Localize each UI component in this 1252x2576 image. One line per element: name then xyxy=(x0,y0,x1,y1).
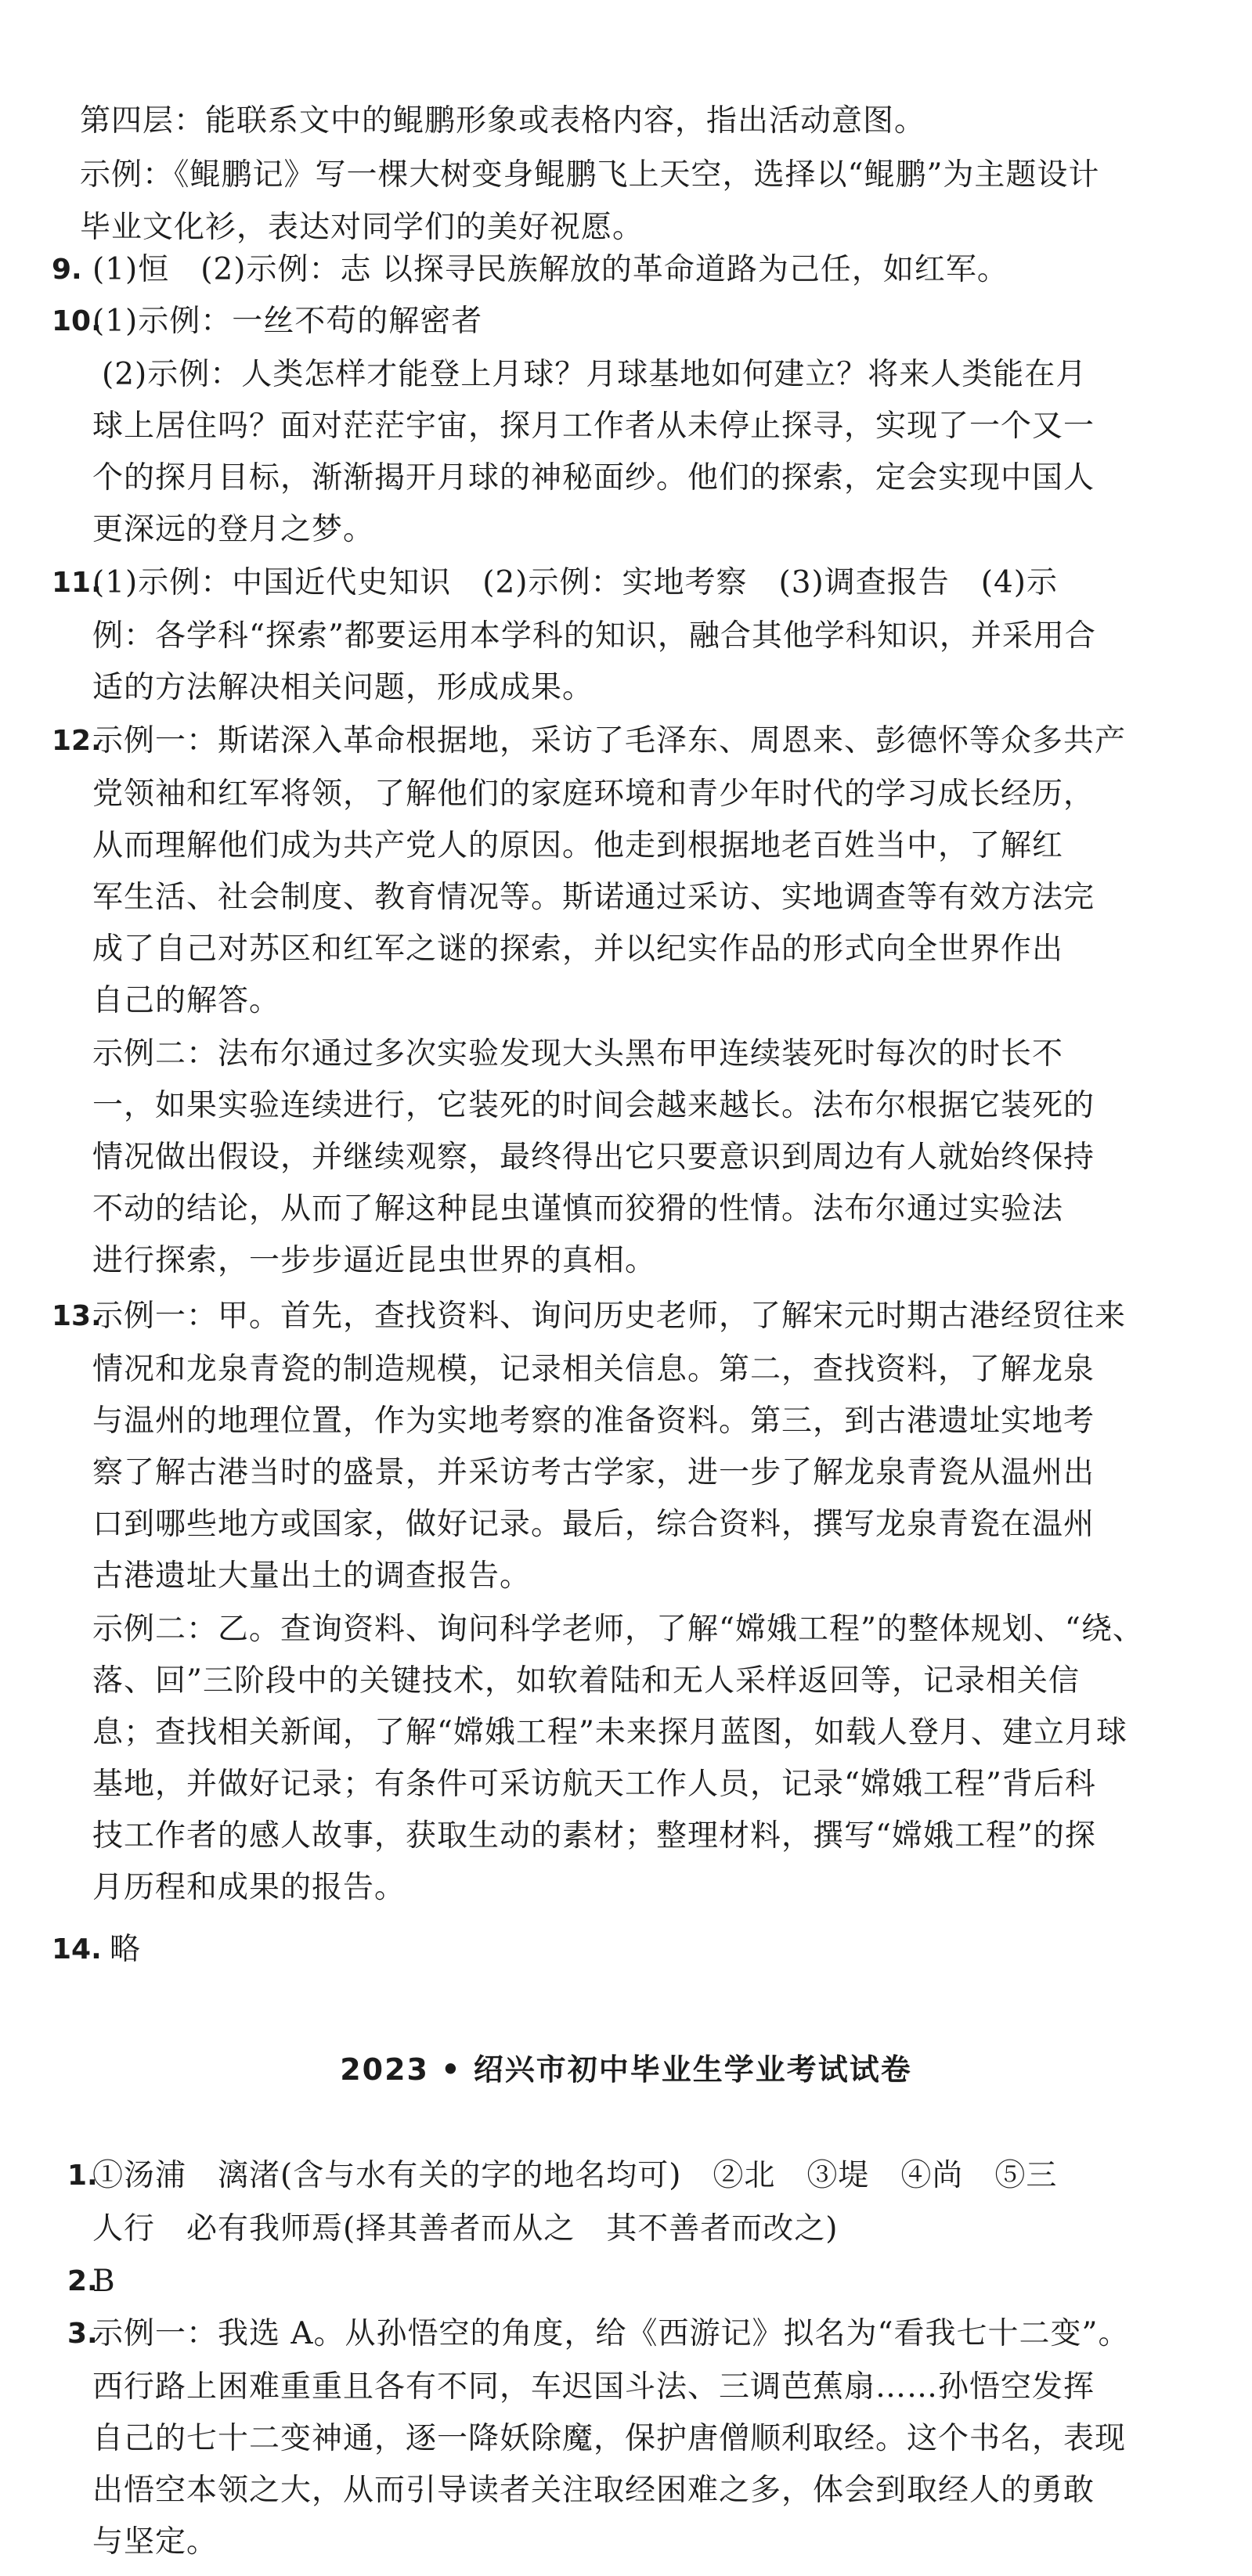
question-number: 11. xyxy=(52,567,102,599)
text-line: 落、回”三阶段中的关键技术，如软着陆和无人采样返回等，记录相关信 xyxy=(92,1663,1080,1699)
text-line: 人行 必有我师焉(择其善者而从之 其不善者而改之) xyxy=(92,2211,839,2246)
text-line: (1)恒 (2)示例：志 以探寻民族解放的革命道路为己任，如红军。 xyxy=(92,252,1008,287)
question-number: 9. xyxy=(52,254,82,286)
text-line: (1)示例：中国近代史知识 (2)示例：实地考察 (3)调查报告 (4)示 xyxy=(92,565,1058,600)
text-line: 古港遗址大量出土的调查报告。 xyxy=(92,1558,532,1594)
question-number: 1. xyxy=(67,2160,98,2192)
text-line: 示例二：乙。查询资料、询问科学老师，了解“嫦娥工程”的整体规划、“绕、 xyxy=(92,1612,1144,1647)
question-number: 3. xyxy=(67,2318,98,2350)
text-line: 情况和龙泉青瓷的制造规模，记录相关信息。第二，查找资料，了解龙泉 xyxy=(92,1352,1095,1387)
text-line: 个的探月目标，渐渐揭开月球的神秘面纱。他们的探索，定会实现中国人 xyxy=(92,460,1095,495)
section-title: 2023 • 绍兴市初中毕业生学业考试试卷 xyxy=(340,2052,912,2087)
text-line: (2)示例：人类怎样才能登上月球？月球基地如何建立？将来人类能在月 xyxy=(102,357,1088,392)
question-number: 2. xyxy=(67,2265,98,2297)
text-line: 毕业文化衫，表达对同学们的美好祝愿。 xyxy=(80,210,644,245)
text-line: 不动的结论，从而了解这种昆虫谨慎而狡猾的性情。法布尔通过实验法 xyxy=(92,1191,1064,1227)
text-line: 党领袖和红军将领，了解他们的家庭环境和青少年时代的学习成长经历， xyxy=(92,776,1095,812)
question-number: 14. xyxy=(52,1933,102,1965)
text-line: 示例二：法布尔通过多次实验发现大头黑布甲连续装死时每次的时长不 xyxy=(92,1036,1064,1072)
text-line: (1)示例：一丝不苟的解密者 xyxy=(92,304,483,339)
text-line: B xyxy=(92,2264,116,2299)
text-line: 进行探索，一步步逼近昆虫世界的真相。 xyxy=(92,1243,657,1278)
text-line: 与坚定。 xyxy=(92,2524,218,2560)
text-line: 更深远的登月之梦。 xyxy=(92,512,375,547)
question-number: 10. xyxy=(52,305,102,337)
text-line: 西行路上困难重重且各有不同，车迟国斗法、三调芭蕉扇……孙悟空发挥 xyxy=(92,2369,1095,2405)
text-line: 口到哪些地方或国家，做好记录。最后，综合资料，撰写龙泉青瓷在温州 xyxy=(92,1507,1095,1542)
text-line: 军生活、社会制度、教育情况等。斯诺通过采访、实地调查等有效方法完 xyxy=(92,880,1095,915)
text-line: 情况做出假设，并继续观察，最终得出它只要意识到周边有人就始终保持 xyxy=(92,1140,1095,1175)
text-line: 略 xyxy=(110,1932,142,1967)
text-line: 成了自己对苏区和红军之谜的探索，并以纪实作品的形式向全世界作出 xyxy=(92,931,1064,967)
text-line: 自己的解答。 xyxy=(92,983,281,1018)
text-line: 球上居住吗？面对茫茫宇宙，探月工作者从未停止探寻，实现了一个又一 xyxy=(92,409,1095,444)
text-line: 出悟空本领之大，从而引导读者关注取经困难之多，体会到取经人的勇敢 xyxy=(92,2473,1095,2508)
question-number: 13. xyxy=(52,1300,102,1332)
text-line: 技工作者的感人故事，获取生动的素材；整理材料，撰写“嫦娥工程”的探 xyxy=(92,1818,1096,1854)
text-line: 自己的七十二变神通，逐一降妖除魔，保护唐僧顺利取经。这个书名，表现 xyxy=(92,2421,1127,2456)
text-line: 察了解古港当时的盛景，并采访考古学家，进一步了解龙泉青瓷从温州出 xyxy=(92,1455,1095,1490)
text-line: 示例一：我选 A。从孙悟空的角度，给《西游记》拟名为“看我七十二变”。 xyxy=(92,2316,1130,2351)
text-line: 一，如果实验连续进行，它装死的时间会越来越长。法布尔根据它装死的 xyxy=(92,1088,1095,1123)
text-line: 第四层：能联系文中的鲲鹏形象或表格内容，指出活动意图。 xyxy=(80,103,926,139)
text-line: 示例：《鲲鹏记》写一棵大树变身鲲鹏飞上天空，选择以“鲲鹏”为主题设计 xyxy=(80,157,1100,193)
text-line: 月历程和成果的报告。 xyxy=(92,1870,406,1905)
text-line: 示例一：甲。首先，查找资料、询问历史老师，了解宋元时期古港经贸往来 xyxy=(92,1299,1127,1334)
text-line: 适的方法解决相关问题，形成成果。 xyxy=(92,670,594,705)
text-line: 从而理解他们成为共产党人的原因。他走到根据地老百姓当中，了解红 xyxy=(92,828,1064,863)
text-line: 息；查找相关新闻，了解“嫦娥工程”未来探月蓝图，如载人登月、建立月球 xyxy=(92,1715,1128,1750)
text-line: 基地，并做好记录；有条件可采访航天工作人员，记录“嫦娥工程”背后科 xyxy=(92,1767,1096,1802)
text-line: ①汤浦 漓渚(含与水有关的字的地名均可) ②北 ③堤 ④尚 ⑤三 xyxy=(92,2158,1058,2193)
question-number: 12. xyxy=(52,725,102,757)
text-line: 示例一：斯诺深入革命根据地，采访了毛泽东、周恩来、彭德怀等众多共产 xyxy=(92,723,1127,758)
text-line: 与温州的地理位置，作为实地考察的准备资料。第三，到古港遗址实地考 xyxy=(92,1403,1095,1439)
text-line: 例：各学科“探索”都要运用本学科的知识，融合其他学科知识，并采用合 xyxy=(92,618,1096,654)
